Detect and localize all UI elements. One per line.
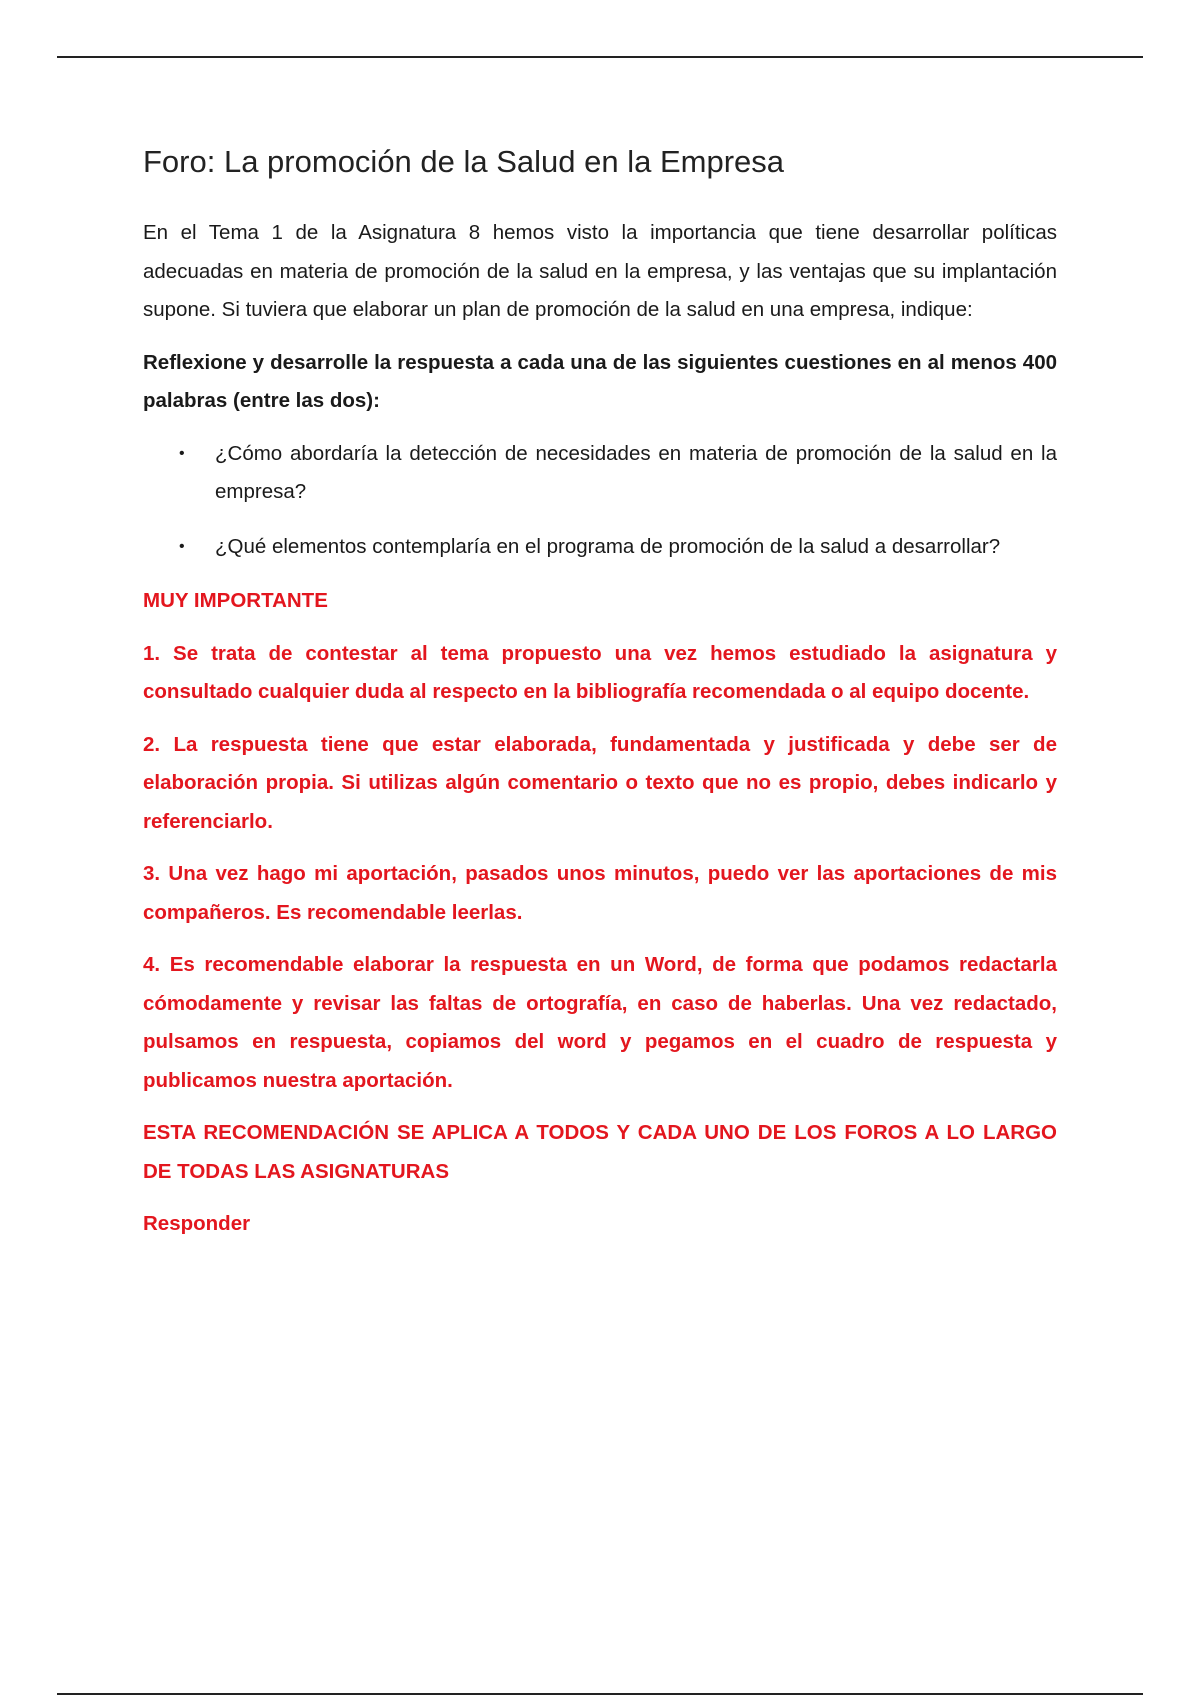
recommendation-text: ESTA RECOMENDACIÓN SE APLICA A TODOS Y CADA UNO DE LOS FOROS A LO LARGO DE TODAS LAS ASIGNATURAS — [143, 1121, 1057, 1183]
note-3: 3. Una vez hago mi aportación, pasados unos minutos, puedo ver las aportaciones de mis compañeros. Es recomendable leerlas. — [143, 862, 1057, 924]
instruction-paragraph: Reflexione y desarrolle la respuesta a cada una de las siguientes cuestiones en al menos 400 palabras (entre las dos): — [143, 350, 1057, 412]
reply-link[interactable]: Responder — [143, 1212, 251, 1235]
list-item — [143, 528, 1057, 567]
questions-list — [143, 435, 1057, 567]
important-heading: MUY IMPORTANTE — [143, 589, 328, 612]
list-item — [143, 435, 1057, 512]
bottom-rule — [57, 1693, 1143, 1695]
forum-document — [143, 138, 1057, 1244]
page-title: Foro: La promoción de la Salud en la Empresa — [143, 144, 785, 179]
note-4: 4. Es recomendable elaborar la respuesta en un Word, de forma que podamos redactarla cómodamente y revisar las faltas de ortografía, en caso de haberlas. Una vez redactado, pulsamos en respuesta, copiamos del word y pegamos en el cuadro de respuesta y publicamos nuestra aportación. — [143, 953, 1057, 1092]
question-text: ¿Cómo abordaría la detección de necesidades en materia de promoción de la salud en la empresa? — [215, 441, 1057, 503]
top-rule — [57, 56, 1143, 58]
question-text: ¿Qué elementos contemplaría en el programa de promoción de la salud a desarrollar? — [215, 534, 1001, 558]
note-2: 2. La respuesta tiene que estar elaborada, fundamentada y justificada y debe ser de elaboración propia. Si utilizas algún comentario o texto que no es propio, debes indicarlo y referenciarlo. — [143, 732, 1057, 833]
bullet-icon: • — [179, 537, 185, 555]
bullet-icon: • — [179, 444, 185, 462]
intro-paragraph: En el Tema 1 de la Asignatura 8 hemos visto la importancia que tiene desarrollar políticas adecuadas en materia de promoción de la salud en la empresa, y las ventajas que su implantación supone. Si tuviera que elaborar un plan de promoción de la salud en una empresa, indique: — [143, 221, 1057, 321]
note-1: 1. Se trata de contestar al tema propuesto una vez hemos estudiado la asignatura y consultado cualquier duda al respecto en la bibliografía recomendada o al equipo docente. — [143, 641, 1057, 703]
